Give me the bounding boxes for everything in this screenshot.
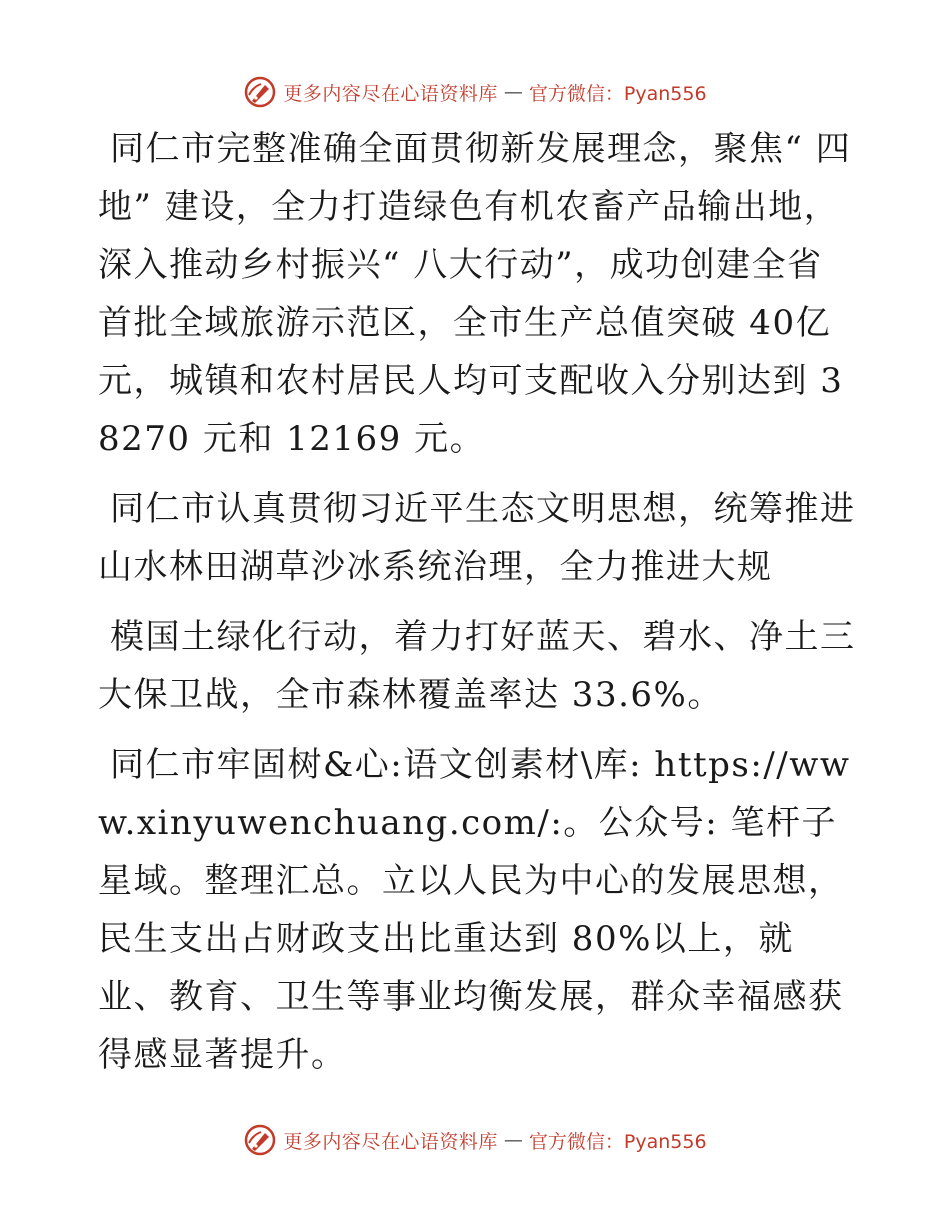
wechat-label: 官方微信：Pyan556 (528, 82, 707, 105)
brand-separator: — (503, 81, 523, 103)
document-body (98, 120, 858, 1084)
brand-text: 更多内容尽在心语资料库 (283, 1130, 498, 1153)
page-header (0, 72, 950, 112)
wechat-label: 官方微信：Pyan556 (528, 1130, 707, 1153)
paragraph: 同仁市完整准确全面贯彻新发展理念，聚焦“ 四地” 建设，全力打造绿色有机农畜产品输出地，深入推动乡村振兴“ 八大行动”，成功创建全省首批全域旅游示范区，全市生产总值突破 40亿元，城镇和农村居民人均可支配收入分别达到 38270 元和 12169 元。 (98, 129, 852, 459)
brand-watermark (243, 75, 706, 109)
paragraph: 同仁市牢固树&心:语文创素材\库: https://www.xinyuwenchuang.com/:。公众号: 笔杆子星域。整理汇总。立以人民为中心的发展思想，民生支出占财政支出比重达到 80%以上，就业、教育、卫生等事业均衡发展，群众幸福感获得感显著提升。 (98, 745, 851, 1075)
paragraph: 模国土绿化行动，着力打好蓝天、碧水、净土三大保卫战，全市森林覆盖率达 33.6%。 (98, 617, 856, 715)
brand-watermark (243, 1123, 706, 1157)
pen-nib-logo-icon (243, 75, 277, 109)
page-footer (0, 1120, 950, 1160)
pen-nib-logo-icon (243, 1123, 277, 1157)
paragraph: 同仁市认真贯彻习近平生态文明思想，统筹推进山水林田湖草沙冰系统治理，全力推进大规 (98, 489, 856, 587)
brand-text: 更多内容尽在心语资料库 (283, 82, 498, 105)
brand-separator: — (503, 1129, 523, 1151)
